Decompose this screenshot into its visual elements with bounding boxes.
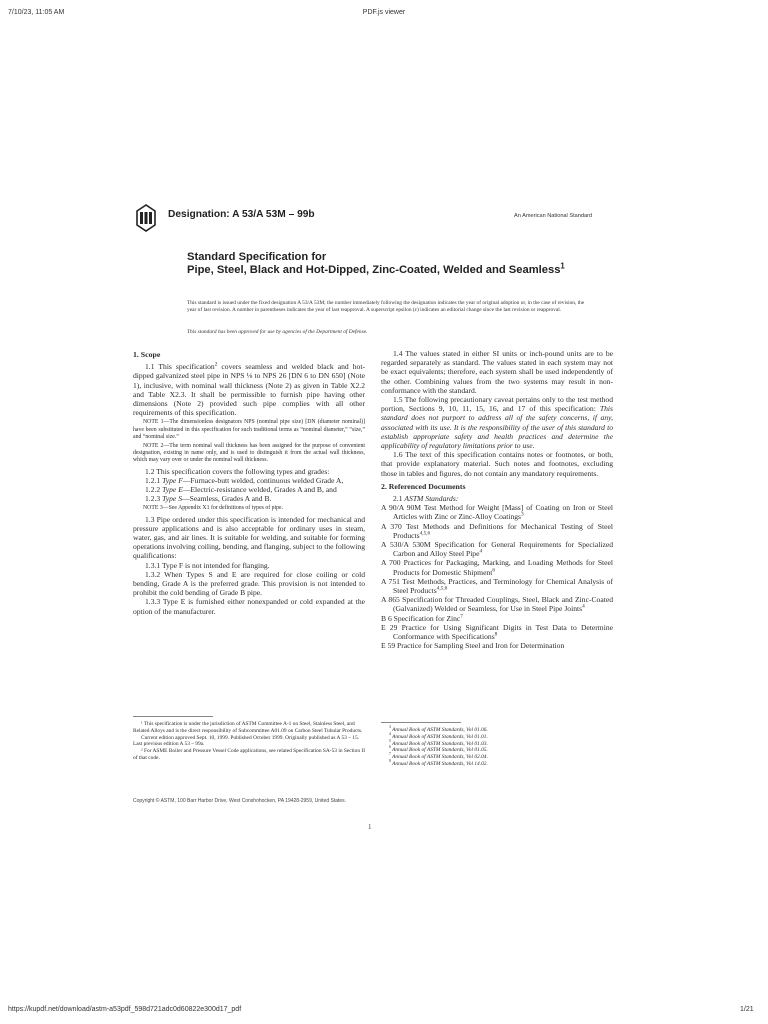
reference-item (381, 641, 613, 650)
right-column (381, 349, 613, 651)
footnote-text: Annual Book of ASTM Standards, Vol 01.03. (390, 740, 488, 747)
footnotes-right (389, 727, 549, 768)
footnote-number: 7 (389, 752, 391, 757)
note-3: NOTE 3—See Appendix X1 for definitions of types of pipe. (143, 505, 284, 512)
left-column (133, 349, 365, 616)
issuance-note: This standard is issued under the fixed designation A 53/A 53M; the number immediately following the designation indicates the year of original adoption or, in the case of revision, the year of last revision. A number in parentheses indicates the year of last reapproval. A superscript epsilon (ε) indicates an editorial change since the last revision or reapproval. (187, 300, 585, 313)
footnote-number: 8 (389, 759, 391, 764)
p1-1-start: 1.1 This specification (145, 362, 215, 372)
reference-item (381, 614, 613, 623)
reference-footnote-marker: 7 (460, 613, 463, 620)
reference-footnote-marker: 3 (521, 511, 524, 518)
footnote-number: 5 (389, 738, 391, 743)
reference-list (381, 503, 613, 650)
footnote-text: Annual Book of ASTM Standards, Vol 02.04. (390, 754, 488, 761)
paragraph-1-2-3 (133, 494, 365, 503)
p1-2-2-text: —Electric-resistance welded, Grades A and B, and (182, 485, 337, 495)
footnote (389, 727, 549, 734)
reference-footnote-marker: 4 (582, 603, 585, 610)
reference-text: A 370 Test Methods and Definitions for Mechanical Testing of Steel Products (381, 521, 613, 540)
reference-footnote-marker: 4,5,6 (436, 585, 448, 592)
p2-1-num: 2.1 (393, 494, 405, 504)
footnote: ¹ This specification is under the jurisdiction of ASTM Committee A-1 on Steel, Stainless Steel, and Related Alloys and is the direct responsibility of Subcommittee A01.09 on Carbon Steel Tubular Products. (133, 721, 363, 734)
reference-text: B 6 Specification for Zinc (381, 613, 461, 623)
footnote: Current edition approved Sept. 10, 1999. Published October 1999. Originally published as A 53 – 15. Last previous edition A 53 – 99a. (133, 734, 359, 748)
p1-2-3-type: Type S (162, 494, 182, 504)
reference-item (381, 540, 613, 558)
p1-1-rest: covers seamless and welded black and hot-dipped galvanized steel pipe in NPS ⅛ to NPS 26 [DN 6 to DN 650] (Note 1), inclusive, with nominal wall thickness (Note 2) as given in Table X2.2 and Table X2.3. It shall be permissible to furnish pipe having other dimensions (Note 2) provided such pipe complies with all other requirements of this specification. (133, 362, 365, 418)
p1-5-text: 1.5 The following precautionary caveat pertains only to the test method portion, Sections 9, 10, 11, 15, 16, and 17 of this specification: (381, 395, 613, 414)
print-title: PDF.js viewer (362, 9, 406, 16)
footnote-number: 3 (389, 725, 391, 730)
footnote: ² For ASME Boiler and Pressure Vessel Code applications, see related Specification SA-53 in Section II of that code. (133, 748, 365, 761)
american-national-standard-label: An American National Standard (514, 213, 593, 219)
reference-text: A 751 Test Methods, Practices, and Terminology for Chemical Analysis of Steel Products (381, 576, 613, 596)
print-timestamp: 7/10/23, 11:05 AM (8, 9, 65, 16)
copyright-notice: Copyright © ASTM, 100 Barr Harbor Drive, West Conshohocken, PA 19428-2959, United States. (133, 798, 347, 804)
note-1: NOTE 1—The dimensionless designators NPS (nominal pipe size) [DN (diameter nominal)] have been substituted in this specification for such traditional terms as “nominal diameter,” “size,” and “nominal size.” (133, 419, 365, 440)
paragraph-1-2-1 (133, 476, 365, 485)
reference-footnote-marker: 6 (492, 567, 495, 574)
title-line-1: Standard Specification for (187, 251, 327, 263)
reference-text: A 90/A 90M Test Method for Weight [Mass] of Coating on Iron or Steel Articles with Zinc or Zinc-Alloy Coatings (381, 503, 613, 522)
reference-text: E 59 Practice for Sampling Steel and Iron for Determination (381, 641, 565, 651)
footnote-text: Annual Book of ASTM Standards, Vol 14.02. (390, 760, 488, 767)
reference-text: E 29 Practice for Using Significant Digits in Test Data to Determine Conformance with Specifications (381, 622, 613, 642)
reference-item (381, 522, 613, 540)
p1-2-1-text: —Furnace-butt welded, continuous welded Grade A, (182, 475, 344, 485)
reference-text: A 865 Specification for Threaded Couplings, Steel, Black and Zinc-Coated (Galvanized) Welded or Seamless, for Use in Steel Pipe Joints (381, 595, 613, 614)
paragraph-1-3-1: 1.3.1 Type F is not intended for flanging. (145, 560, 270, 570)
print-page-indicator: 1/21 (740, 1006, 754, 1013)
p1-2-2-num: 1.2.2 (145, 485, 163, 495)
p1-5-caveat: This standard does not purport to address all of the safety concerns, if any, associated with its use. It is the responsibility of the user of this standard to establish appropriate safety and health practices and determine the applicability of regulatory limitations prior to use. (381, 404, 613, 451)
paragraph-1-2-2 (133, 485, 365, 494)
reference-item (381, 577, 613, 595)
reference-item (381, 503, 613, 521)
dod-approval-note: This standard has been approved for use by agencies of the Department of Defense. (187, 329, 368, 335)
footnote-text: Annual Book of ASTM Standards, Vol 01.06. (390, 727, 488, 733)
reference-footnote-marker: 8 (494, 631, 498, 638)
footnote-divider-right (381, 722, 461, 723)
footnote-number: 4 (389, 732, 391, 736)
page-number: 1 (368, 823, 372, 831)
reference-footnote-marker: 4,5,6 (419, 530, 431, 537)
p1-2-3-text: —Seamless, Grades A and B. (182, 494, 272, 504)
p1-2-3-num: 1.2.3 (145, 494, 163, 504)
reference-footnote-marker: 4 (479, 548, 483, 555)
reference-item (381, 558, 613, 576)
title-main: Pipe, Steel, Black and Hot-Dipped, Zinc-Coated, Welded and Seamless (187, 264, 561, 276)
footnote-text: Annual Book of ASTM Standards, Vol 01.05. (390, 747, 488, 754)
p1-2-2-type: Type E (162, 485, 183, 495)
title-line-2 (187, 261, 567, 277)
footnote (389, 734, 549, 741)
footnote-text: Annual Book of ASTM Standards, Vol 01.01. (390, 733, 488, 740)
paragraph-1-5 (381, 395, 613, 450)
paragraph-1-1 (133, 362, 365, 417)
reference-item (381, 595, 613, 613)
document-title (187, 251, 567, 277)
footnote-number: 6 (389, 745, 391, 750)
footnote-divider-left (133, 716, 213, 717)
print-url: https://kupdf.net/download/astm-a53pdf_598d721adc0d60822e300d17_pdf (8, 1006, 242, 1013)
p2-1-label: ASTM Standards: (404, 494, 459, 504)
paragraph-1-3: 1.3 Pipe ordered under this specification is intended for mechanical and pressure applications and is also acceptable for ordinary uses in steam, water, gas, and air lines. It is suitable for welding, and suitable for forming operations involving coiling, bending, and flanging, subject to the following qualifications: (133, 514, 365, 561)
title-footnote-marker: 1 (560, 261, 565, 271)
scope-heading: 1. Scope (133, 350, 161, 359)
paragraph-1-3-3: 1.3.3 Type E is furnished either nonexpanded or cold expanded at the option of the manufacturer. (133, 597, 365, 616)
note-2: NOTE 2—The term nominal wall thickness has been assigned for the purpose of convenient designation, existing in name only, and is used to distinguish it from the actual wall thickness, which may vary over or under the nominal wall thickness. (133, 443, 365, 464)
footnote (389, 761, 549, 768)
reference-text: A 700 Practices for Packaging, Marking, and Loading Methods for Steel Products for Domestic Shipment (381, 558, 613, 577)
p1-2-1-type: Type F (162, 475, 183, 485)
designation: Designation: A 53/A 53M – 99b (168, 209, 315, 220)
reference-text: A 530/A 530M Specification for General Requirements for Specialized Carbon and Alloy Steel Pipe (381, 540, 613, 559)
referenced-documents-heading: 2. Referenced Documents (381, 481, 466, 491)
astm-logo-icon (133, 203, 159, 233)
reference-item (381, 623, 613, 641)
p1-2-1-num: 1.2.1 (145, 475, 163, 485)
footnotes-left (133, 721, 365, 762)
paragraph-1-2: 1.2 This specification covers the following types and grades: (145, 466, 330, 476)
paragraph-2-1 (381, 494, 613, 503)
paragraph-1-4: 1.4 The values stated in either SI units or inch-pound units are to be regarded separately as standard. The values stated in each system may not be exact equivalents; therefore, each system shall be used independently of the other. Combining values from the two systems may result in non-conformance with the standard. (381, 349, 613, 395)
paragraph-1-3-2: 1.3.2 When Types S and E are required for close coiling or cold bending, Grade A is the preferred grade. This provision is not intended to prohibit the cold bending of Grade B pipe. (133, 569, 365, 598)
p1-1-footnote-marker: 2 (214, 361, 218, 368)
paragraph-1-6: 1.6 The text of this specification contains notes or footnotes, or both, that provide explanatory material. Such notes and footnotes, excluding those in tables and figures, do not contain any mandatory requirements. (381, 450, 613, 478)
